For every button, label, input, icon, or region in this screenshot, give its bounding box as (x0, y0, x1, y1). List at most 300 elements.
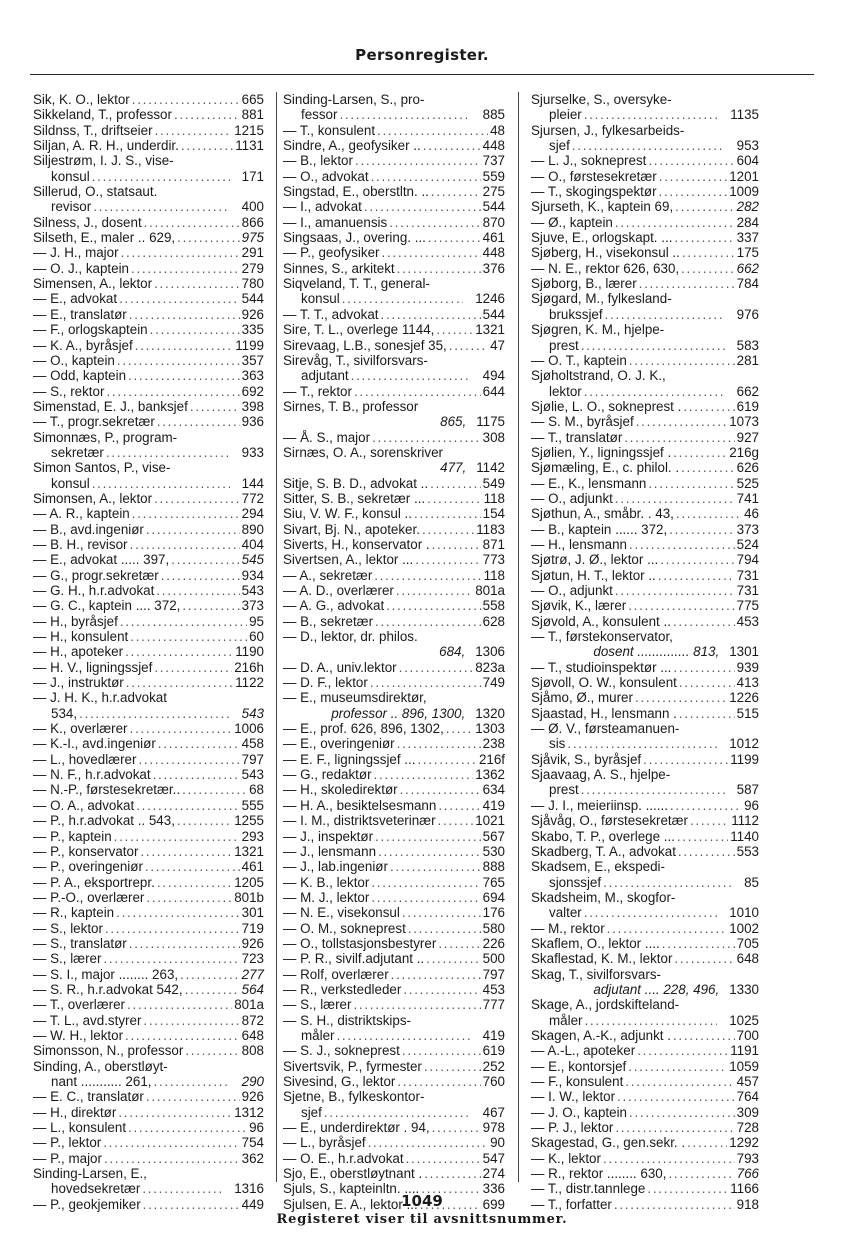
leader-dots (659, 169, 727, 184)
leader-dots (132, 92, 240, 107)
index-entry (531, 798, 759, 813)
leader-dots (144, 215, 240, 230)
entry-name: Silness, J., dosent (33, 214, 142, 230)
entry-reference: 926 (241, 1089, 264, 1105)
index-entry (531, 997, 759, 1028)
entry-reference: 794 (736, 552, 759, 568)
index-entry (283, 491, 505, 506)
entry-continuation: prest (549, 782, 579, 798)
leader-dots (635, 690, 727, 705)
entry-reference: 419 (482, 1027, 505, 1043)
index-entry (33, 307, 264, 322)
entry-name: Sjøtrø, J. Ø., lektor ... (531, 552, 659, 568)
index-entry (531, 430, 759, 445)
entry-reference: 85 (744, 874, 759, 890)
index-entry (33, 1013, 264, 1028)
index-entry (531, 598, 759, 613)
index-entry (531, 215, 759, 230)
entry-reference: 400 (241, 199, 264, 215)
entry-name: — S., lærer (283, 997, 352, 1013)
entry-reference: 558 (482, 598, 505, 614)
index-entry (33, 690, 264, 721)
entry-reference: 780 (241, 276, 264, 292)
entry-name: — G. C., kaptein .... 372, (33, 598, 181, 614)
entry-reference: 587 (736, 782, 759, 798)
index-entry (531, 491, 759, 506)
entry-reference: 1306 (475, 644, 505, 660)
index-entry (33, 1059, 264, 1090)
leader-dots (615, 491, 735, 506)
entry-continuation: konsul (51, 475, 90, 491)
entry-reference: 1321 (475, 322, 505, 338)
index-entry (33, 859, 264, 874)
index-entry (283, 1043, 505, 1058)
entry-reference: 404 (241, 536, 264, 552)
entry-name: Sjuve, E., orlogskapt. ... (531, 230, 673, 246)
entry-reference: 363 (241, 368, 264, 384)
entry-name: Siverts, H., konservator . (283, 536, 430, 552)
leader-dots (629, 537, 735, 552)
entry-reference: 252 (482, 1058, 505, 1074)
entry-name: — B., avd.ingeniør (33, 521, 144, 537)
index-entry (33, 829, 264, 844)
leader-dots (615, 1120, 734, 1135)
entry-name: Sitter, S. B., sekretær ... (283, 490, 426, 506)
index-entry (283, 245, 505, 260)
entry-name: — O., adjunkt (531, 583, 613, 598)
index-entry (283, 430, 505, 445)
leader-dots (438, 813, 474, 828)
leader-dots (125, 1028, 240, 1043)
entry-reference: 301 (241, 905, 264, 921)
entry-name: Sirnæs, O. A., sorenskriver (283, 444, 443, 460)
index-entry (531, 936, 759, 951)
entry-name: — N. E., rektor 626, 630, (531, 260, 680, 276)
index-entry (283, 1135, 505, 1150)
entry-name: — J., instruktør (33, 675, 124, 691)
leader-dots (355, 153, 481, 168)
index-entry (33, 537, 264, 552)
entry-name: Sjursen, J., fylkesarbeids- (531, 122, 685, 138)
entry-reference: 1140 (730, 828, 759, 844)
entry-name: Sjøtun, H. T., lektor .. (531, 567, 656, 583)
leader-dots (679, 706, 735, 721)
entry-reference: 975 (241, 230, 264, 246)
entry-reference: 583 (736, 337, 759, 353)
leader-dots (138, 752, 239, 767)
entry-reference: 1010 (729, 905, 759, 921)
index-entry (283, 982, 505, 997)
entry-reference: 1320 (475, 705, 505, 721)
leader-dots (353, 997, 480, 1012)
leader-dots (643, 752, 728, 767)
leader-dots (669, 522, 734, 537)
leader-dots (79, 706, 230, 721)
leader-dots (374, 767, 474, 782)
entry-name: — I., advokat (283, 199, 362, 215)
entry-reference: 1316 (234, 1181, 264, 1197)
entry-name: Sjurseth, K., kaptein 69, (531, 199, 674, 215)
entry-name: — R., kaptein (33, 905, 115, 921)
entry-continuation: brukssjef (549, 306, 603, 322)
entry-name: — J., lensmann (283, 843, 377, 859)
leader-dots (603, 1151, 735, 1166)
entry-name: Sjølien, Y., ligningssjef . (531, 444, 672, 460)
entry-name: — H. V., ligningssjef (33, 659, 153, 675)
entry-name: — G. H., h.r.advokat (33, 583, 155, 598)
entry-reference: 337 (736, 230, 759, 246)
leader-dots (581, 338, 725, 353)
entry-name: Sjurselke, S., oversyke- (531, 92, 672, 107)
entry-reference: 457 (736, 1074, 759, 1089)
index-entry (283, 384, 505, 399)
leader-dots (131, 261, 240, 276)
index-entry (283, 199, 505, 214)
entry-reference: 524 (736, 536, 759, 552)
leader-dots (336, 1028, 470, 1043)
index-entry (33, 414, 264, 429)
entry-reference: 1175 (476, 414, 505, 430)
entry-name: Sjuls, S., kapteinltn. .... (283, 1181, 420, 1197)
leader-dots (670, 798, 742, 813)
entry-name: — P., h.r.advokat .. 543, (33, 813, 175, 829)
leader-dots (386, 598, 480, 613)
leader-dots (567, 736, 717, 751)
index-entry (33, 982, 264, 997)
leader-dots (154, 1074, 230, 1089)
index-entry (33, 399, 264, 414)
entry-reference: 1009 (729, 184, 759, 200)
leader-dots (406, 1151, 481, 1166)
index-entry (283, 138, 505, 153)
entry-name: Siljestrøm, I. J. S., vise- (33, 153, 174, 169)
index-entry (283, 184, 505, 199)
leader-dots (438, 936, 480, 951)
entry-reference: 547 (482, 1150, 505, 1166)
entry-reference: 281 (736, 352, 759, 368)
entry-name: — H., konsulent (33, 629, 129, 645)
index-entry (531, 153, 759, 168)
entry-reference: 1021 (475, 813, 505, 829)
leader-dots (683, 399, 734, 414)
index-entry (33, 1151, 264, 1166)
entry-name: — H., direktør (33, 1104, 117, 1120)
entry-reference: 801b (234, 889, 264, 905)
leader-dots (572, 138, 725, 153)
entry-continuation: sjef (549, 138, 570, 154)
entry-name: Sjøvold, A., konsulent .. (531, 613, 671, 629)
leader-dots (177, 813, 232, 828)
leader-dots (153, 767, 240, 782)
index-entry (531, 767, 759, 798)
entry-reference: 749 (482, 675, 505, 691)
entry-reference: 976 (736, 306, 759, 322)
entry-reference: 881 (241, 107, 264, 123)
leader-dots (143, 1013, 239, 1028)
index-entry (33, 844, 264, 859)
entry-reference: 1205 (234, 874, 264, 890)
entry-name: Sjøvik, K., lærer (531, 598, 627, 614)
index-entry (531, 184, 759, 199)
leader-dots (114, 829, 240, 844)
entry-name: Simonsson, N., professor (33, 1043, 184, 1059)
leader-dots (668, 1166, 734, 1181)
entry-name: Sjøthun, A., småbr. . 43, (531, 506, 674, 522)
leader-dots (181, 138, 233, 153)
entry-name: — J. I., meieriinsp. ...... (531, 797, 668, 813)
index-entry (531, 568, 759, 583)
header-rule (30, 74, 814, 75)
leader-dots (354, 384, 481, 399)
index-entry (283, 215, 505, 230)
entry-reference: 175 (736, 245, 759, 261)
leader-dots (104, 1151, 240, 1166)
entry-reference: 275 (482, 184, 505, 200)
entry-reference: 731 (736, 583, 759, 598)
entry-continuation: konsul (51, 168, 90, 184)
entry-reference: 373 (241, 598, 264, 614)
entry-reference: 890 (241, 521, 264, 537)
entry-reference: 1135 (730, 107, 759, 123)
leader-dots (678, 844, 735, 859)
entry-name: — E. C., translatør (33, 1089, 144, 1105)
entry-reference: 870 (482, 214, 505, 230)
entry-reference: 118 (483, 490, 505, 506)
entry-name: — E., museumsdirektør, (283, 690, 427, 706)
entry-reference: 797 (241, 751, 264, 767)
index-entry (531, 675, 759, 690)
index-entry (33, 1105, 264, 1120)
leader-dots (105, 921, 240, 936)
index-entry (283, 445, 505, 476)
index-entry (531, 92, 759, 123)
index-entry (33, 1135, 264, 1150)
entry-name: — O. E., h.r.advokat (283, 1150, 404, 1166)
entry-reference: 1201 (729, 168, 759, 184)
leader-dots (581, 782, 725, 797)
index-entry (283, 967, 505, 982)
entry-name: — P. R., sivilf.adjutant .. (283, 951, 425, 967)
leader-dots (103, 1135, 239, 1150)
index-entry (531, 123, 759, 154)
index-entry (33, 92, 264, 107)
entry-reference: 308 (482, 429, 505, 445)
entry-name: Sjetne, B., fylkeskontor- (283, 1089, 425, 1105)
index-column-1 (33, 92, 264, 1212)
index-entry (531, 322, 759, 353)
leader-dots (446, 721, 473, 736)
entry-reference: 544 (241, 291, 264, 307)
entry-name: — K. A., byråsjef (33, 337, 133, 353)
entry-reference: 754 (241, 1135, 264, 1151)
entry-name: Simonnæs, P., program- (33, 429, 178, 445)
index-entry (531, 552, 759, 567)
index-entry (531, 476, 759, 491)
entry-reference: 545 (241, 552, 264, 568)
index-entry (531, 813, 759, 828)
leader-dots (422, 522, 474, 537)
index-entry (531, 460, 759, 475)
leader-dots (128, 368, 240, 383)
entry-name: — T., studioinspektør ... (531, 659, 672, 675)
entry-reference: 1330 (729, 981, 759, 997)
leader-dots (427, 491, 482, 506)
leader-dots (118, 1105, 232, 1120)
entry-name: — S. R., h.r.advokat 542, (33, 981, 183, 997)
index-entry (531, 1028, 759, 1043)
entry-reference: 500 (482, 951, 505, 967)
entry-name: — M. J., lektor (283, 889, 370, 905)
entry-name: — K.-I., avd.ingeniør (33, 736, 156, 752)
leader-dots (117, 353, 240, 368)
entry-name: — T. L., avd.styrer (33, 1012, 142, 1028)
leader-dots (424, 1166, 480, 1181)
index-entry (531, 276, 759, 291)
leader-dots (130, 537, 240, 552)
index-entry (283, 1089, 505, 1120)
index-entry (283, 829, 505, 844)
leader-dots (161, 568, 240, 583)
leader-dots (182, 782, 247, 797)
entry-reference: 1255 (234, 813, 264, 829)
entry-name: — T. T., advokat (283, 306, 379, 322)
leader-dots (156, 583, 239, 598)
entry-name: — S., rektor (33, 383, 105, 399)
leader-dots (324, 1105, 471, 1120)
index-entry (283, 905, 505, 920)
index-entry (283, 936, 505, 951)
entry-reference: 543 (241, 705, 264, 721)
entry-reference: 939 (736, 659, 759, 675)
entry-name: — P., lektor (33, 1135, 102, 1151)
index-entry (33, 644, 264, 659)
entry-reference: 936 (241, 414, 264, 430)
index-entry (531, 706, 759, 721)
entry-reference: 96 (744, 797, 759, 813)
entry-reference: 628 (482, 613, 505, 629)
index-entry (531, 368, 759, 399)
leader-dots (408, 921, 481, 936)
entry-name: — K. B., lektor (283, 874, 370, 890)
entry-name: Sjulsen, E. A., lektor ... (283, 1196, 418, 1212)
entry-name: Sinding-Larsen, E., (33, 1166, 147, 1182)
index-entry (283, 476, 505, 491)
leader-dots (402, 1043, 481, 1058)
entry-reference: 525 (736, 475, 759, 491)
entry-name: — P. J., lektor (531, 1120, 614, 1136)
entry-reference: 926 (241, 306, 264, 322)
leader-dots (371, 169, 481, 184)
entry-name: — O. M., sokneprest (283, 920, 406, 936)
index-entry (531, 1089, 759, 1104)
entry-name: — O., førstesekretær (531, 168, 657, 184)
entry-name: — Ø., kaptein (531, 214, 613, 230)
leader-dots (342, 291, 463, 306)
entry-name: Simenstad, E. J., banksjef (33, 398, 188, 414)
entry-reference: 648 (241, 1027, 264, 1043)
index-entry (531, 199, 759, 214)
entry-reference: 282 (736, 199, 759, 215)
leader-dots (150, 322, 240, 337)
entry-reference: 449 (241, 1196, 264, 1212)
index-entry (283, 752, 505, 767)
leader-dots (584, 384, 725, 399)
entry-name: — P., major (33, 1150, 102, 1166)
entry-name: — E. F., ligningssjef ... (283, 751, 416, 767)
entry-name: Skage, A., jordskifteland- (531, 997, 680, 1013)
index-entry (283, 767, 505, 782)
entry-reference: 274 (482, 1166, 505, 1182)
entry-name: — R., rektor ........ 630, (531, 1166, 667, 1182)
entry-continuation: sjef (301, 1104, 322, 1120)
entry-name: — T., skogingspektør (531, 184, 657, 200)
leader-dots (390, 859, 481, 874)
entry-reference: 797 (482, 966, 505, 982)
index-entry (531, 859, 759, 890)
entry-name: — O. A., advokat (33, 797, 135, 813)
index-column-3 (531, 92, 759, 1212)
entry-continuation: konsul (301, 291, 340, 307)
leader-dots (106, 384, 239, 399)
entry-reference: 784 (736, 276, 759, 292)
entry-name: Sirnes, T. B., professor (283, 398, 419, 414)
entry-name: — E., kontorsjef (531, 1058, 627, 1074)
entry-reference: 553 (736, 843, 759, 859)
entry-reference: 705 (736, 935, 759, 951)
entry-reference: 933 (241, 444, 264, 460)
entry-name: — E., advokat (33, 291, 118, 307)
entry-name: — T., førstekonservator, (531, 629, 673, 645)
index-entry (33, 491, 264, 506)
leader-dots (423, 138, 481, 153)
index-entry (33, 368, 264, 383)
entry-reference: 793 (736, 1150, 759, 1166)
entry-reference: 336 (482, 1181, 505, 1197)
leader-dots (92, 476, 230, 491)
entry-name: — S. M., byråsjef (531, 414, 634, 430)
entry-reference: 279 (241, 260, 264, 276)
index-entry (283, 568, 505, 583)
entry-reference: 309 (736, 1104, 759, 1120)
entry-name: Sivart, Bj. N., apoteker. (283, 521, 420, 537)
entry-name: Sitje, S. B. D., advokat .. (283, 475, 429, 491)
index-entry (33, 138, 264, 153)
leader-dots (185, 1043, 239, 1058)
entry-reference: 68 (249, 782, 264, 798)
entry-name: Skagestad, G., gen.sekr. . (531, 1135, 686, 1151)
entry-reference: 760 (482, 1074, 505, 1089)
leader-dots (615, 215, 735, 230)
entry-name: Skaflestad, K. M., lektor (531, 951, 673, 967)
entry-name: Siljan, A. R. H., underdir. (33, 138, 179, 154)
index-entry (33, 752, 264, 767)
leader-dots (414, 506, 481, 521)
entry-reference: 559 (482, 168, 505, 184)
entry-reference: 1312 (234, 1104, 264, 1120)
index-entry (283, 798, 505, 813)
entry-name: Sivertsvik, P., fyrmester (283, 1058, 422, 1074)
entry-name: Silseth, E., maler .. 629, (33, 230, 176, 246)
entry-name: — T., progr.sekretær (33, 414, 155, 430)
index-entry (283, 1074, 505, 1089)
index-entry (283, 859, 505, 874)
entry-name: — S. H., distriktskips- (283, 1012, 411, 1028)
leader-dots (403, 982, 480, 997)
leader-dots (605, 307, 725, 322)
entry-name: — G., progr.sekretær (33, 567, 159, 583)
index-entry (33, 338, 264, 353)
leader-dots (682, 245, 735, 260)
